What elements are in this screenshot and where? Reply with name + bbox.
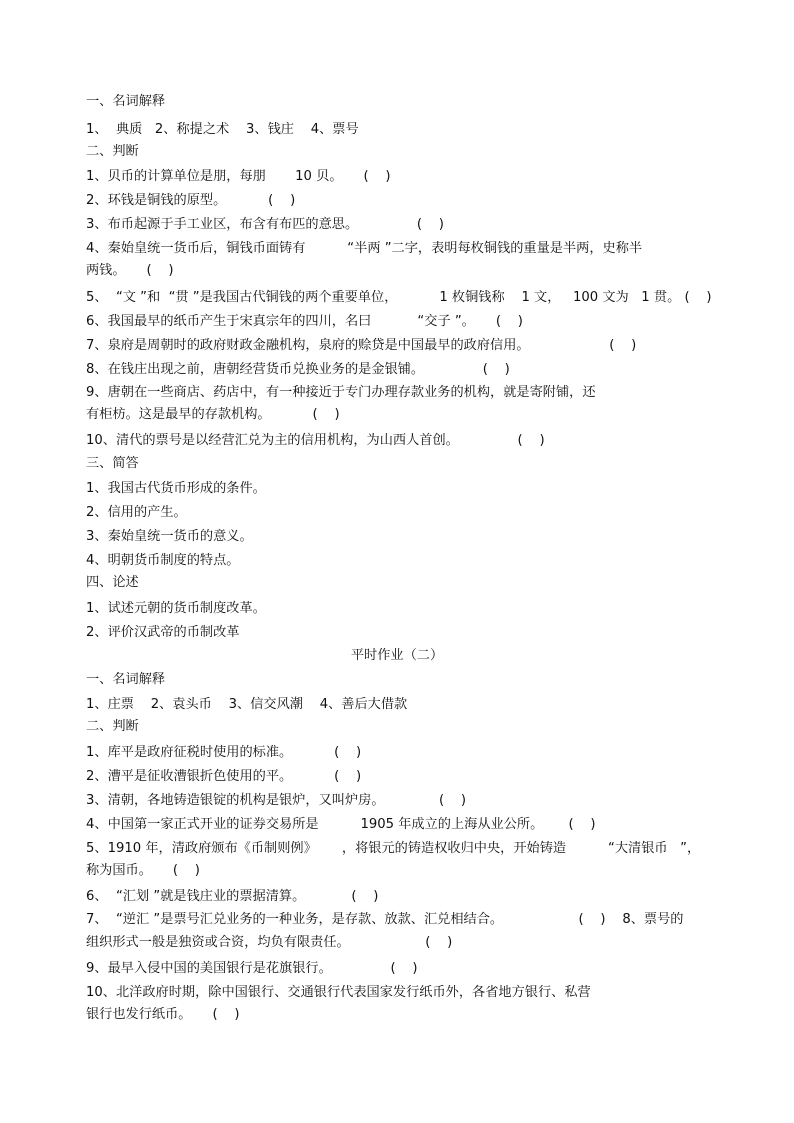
short-answer-2: 2、信用的产生。	[86, 505, 187, 520]
question2-1: 1、库平是政府征税时使用的标准。 ( )	[86, 745, 362, 760]
section4-heading: 四、论述	[86, 575, 139, 590]
question2-5-line1: 5、1910 年，清政府颁布《币制则例》 ，将银元的铸造权收归中央，开始铸造 “大清银币 ”，	[86, 841, 701, 856]
question2-7-line2: 组织形式一般是独资或合资，均负有限责任。 ( )	[86, 935, 453, 950]
question-2: 2、环钱是铜钱的原型。 ( )	[86, 193, 296, 208]
question-1: 1、贝币的计算单位是朋，每朋 10 贝。 ( )	[86, 169, 391, 184]
discussion-1: 1、试述元朝的货币制度改革。	[86, 601, 266, 616]
section2-heading: 二、判断	[86, 144, 139, 159]
question-7: 7、泉府是周朝时的政府财政金融机构，泉府的赊贷是中国最早的政府信用。 ( )	[86, 338, 637, 353]
discussion-2: 2、评价汉武帝的币制改革	[86, 625, 240, 640]
question2-9: 9、最早入侵中国的美国银行是花旗银行。 ( )	[86, 961, 418, 976]
question-9-line2: 有柜枋。这是最早的存款机构。 ( )	[86, 407, 340, 422]
section3-heading: 三、简答	[86, 456, 139, 471]
question-6: 6、我国最早的纸币产生于宋真宗年的四川，名曰 “交子 ”。 ( )	[86, 314, 523, 329]
short-answer-1: 1、我国古代货币形成的条件。	[86, 481, 266, 496]
short-answer-3: 3、秦始皇统一货币的意义。	[86, 529, 253, 544]
question2-4: 4、中国第一家正式开业的证券交易所是 1905 年成立的上海从业公所。 ( )	[86, 817, 596, 832]
question2-2: 2、漕平是征收漕银折色使用的平。 ( )	[86, 769, 362, 784]
section1-heading-2: 一、名词解释	[86, 672, 166, 687]
question2-6: 6、 “汇划 ”就是钱庄业的票据清算。 ( )	[86, 889, 379, 904]
terms-list: 1、 典质 2、称提之术 3、钱庄 4、票号	[86, 122, 359, 137]
question2-10-line2: 银行也发行纸币。 ( )	[86, 1007, 240, 1022]
question2-5-line2: 称为国币。 ( )	[86, 863, 200, 878]
section2-heading-2: 二、判断	[86, 719, 139, 734]
section1-heading: 一、名词解释	[86, 94, 166, 109]
question2-7-line1: 7、 “逆汇 ”是票号汇兑业务的一种业务，是存款、放款、汇兑相结合。 ( ) 8、票号的	[86, 912, 684, 927]
question-4-line1: 4、秦始皇统一货币后，铜钱币面铸有 “半两 ”二字，表明每枚铜钱的重量是半两，史称半	[86, 241, 643, 256]
question2-3: 3、清朝，各地铸造银锭的机构是银炉，又叫炉房。 ( )	[86, 793, 467, 808]
question2-10-line1: 10、北洋政府时期，除中国银行、交通银行代表国家发行纸币外，各省地方银行、私营	[86, 985, 591, 1000]
assignment-title: 平时作业（二）	[350, 648, 444, 663]
question-9-line1: 9、唐朝在一些商店、药店中，有一种接近于专门办理存款业务的机构，就是寄附铺，还	[86, 385, 596, 400]
question-3: 3、布币起源于手工业区，布含有布匹的意思。 ( )	[86, 217, 444, 232]
short-answer-4: 4、明朝货币制度的特点。	[86, 553, 240, 568]
question-5: 5、 “文 ”和 “贯 ”是我国古代铜钱的两个重要单位， 1 枚铜钱称 1 文， 100 文为 1 贯。 ( )	[86, 290, 712, 305]
question-8: 8、在钱庄出现之前，唐朝经营货币兑换业务的是金银铺。 ( )	[86, 362, 510, 377]
terms-list-2: 1、庄票 2、袁头币 3、信交风潮 4、善后大借款	[86, 697, 408, 712]
question-10: 10、清代的票号是以经营汇兑为主的信用机构，为山西人首创。 ( )	[86, 433, 545, 448]
question-4-line2: 两钱。 ( )	[86, 263, 174, 278]
